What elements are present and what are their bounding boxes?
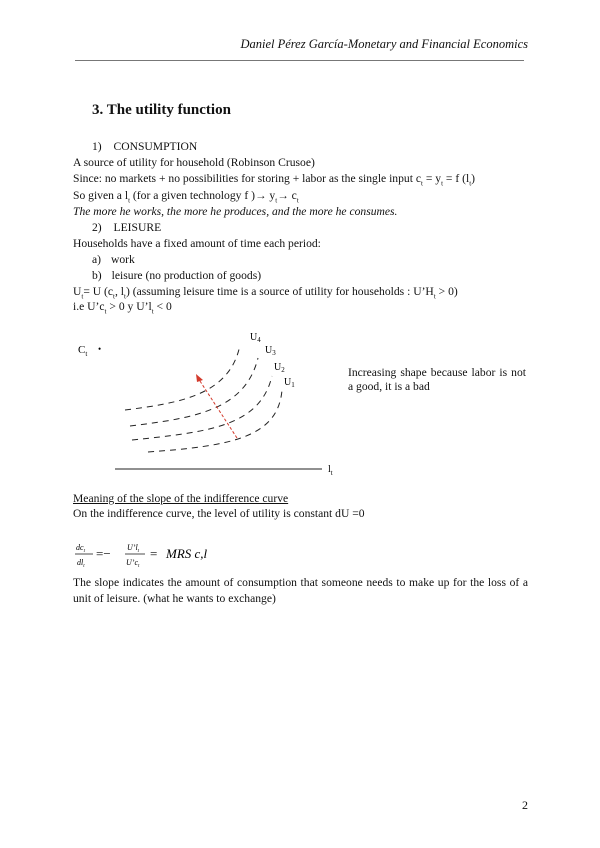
leisure-line-1: Households have a fixed amount of time each period: bbox=[73, 237, 321, 250]
consumption-item bbox=[92, 140, 197, 154]
list-number: 1) bbox=[92, 140, 102, 153]
header-rule bbox=[75, 60, 524, 61]
list-label: CONSUMPTION bbox=[113, 140, 198, 153]
utility-direction-arrow bbox=[198, 378, 237, 438]
section-heading: 3. The utility function bbox=[92, 102, 231, 118]
mrs-label: MRS c,l bbox=[166, 546, 208, 561]
arrowhead-icon bbox=[196, 374, 203, 382]
consumption-line-3: So given a $l_t$ (for a given technology f )→ $y_t\to c_t$ bbox=[73, 189, 299, 205]
leisure-item bbox=[92, 221, 161, 235]
side-note: Increasing shape because labor is not a good, it is a bad bbox=[348, 366, 526, 393]
slope-title: Meaning of the slope of the indifference curve bbox=[73, 492, 289, 505]
slope-line-1: On the indifference curve, the level of utility is constant dU =0 bbox=[73, 507, 365, 520]
leisure-line-2: $U_t= U$ ($c_t$, $l_t$) (assuming leisure time is a source of utility for households : $U’H_t > 0$) bbox=[73, 285, 458, 301]
curve-label-u3: $U_3$ bbox=[265, 345, 276, 357]
consumption-line-4: The more he works, the more he produces, and the more he consumes. bbox=[73, 205, 398, 218]
page-number: 2 bbox=[522, 798, 528, 812]
curve-label-u1: $U_1$ bbox=[284, 377, 295, 389]
running-header: Daniel Pérez García-Monetary and Financial Economics bbox=[240, 37, 528, 51]
curve-u4 bbox=[125, 345, 240, 410]
curve-label-u4: $U_4$ bbox=[250, 332, 261, 344]
curve-label-u2: $U_2$ bbox=[274, 362, 285, 374]
mrs-equation bbox=[73, 539, 273, 575]
frac2-num: $U’l_t$ bbox=[127, 543, 140, 554]
equals: = bbox=[150, 546, 158, 561]
leisure-item-a: a) work bbox=[92, 253, 135, 266]
consumption-line-2: Since: no markets + no possibilities for storing + labor as the single input $c_t = y_t = f$ $(l_t)$ bbox=[73, 172, 476, 188]
equals-minus: =− bbox=[96, 546, 111, 561]
leisure-line-3: i.e $U’c_t > 0$ y $U’l_t < 0$ bbox=[73, 300, 172, 316]
frac1-den: $dl_t$ bbox=[77, 558, 85, 569]
x-axis-label: $l_t$ bbox=[328, 464, 333, 477]
frac2-den: $U’c_t$ bbox=[126, 558, 140, 569]
y-axis-label: $C_t$ bbox=[78, 344, 88, 358]
curve-u3 bbox=[130, 358, 258, 426]
list-number: 2) bbox=[92, 221, 102, 234]
curve-u2 bbox=[132, 376, 272, 440]
y-axis-asterisk: • bbox=[98, 344, 102, 354]
consumption-line-1: A source of utility for household (Robinson Crusoe) bbox=[73, 156, 315, 169]
slope-paragraph: The slope indicates the amount of consumption that someone needs to make up for the loss of a unit of leisure. (what he wants to exchange) bbox=[73, 576, 528, 605]
leisure-item-b: b) leisure (no production of goods) bbox=[92, 269, 262, 282]
list-label: LEISURE bbox=[113, 221, 162, 234]
frac1-num: $dc_t$ bbox=[76, 543, 85, 554]
indifference-curve-diagram bbox=[70, 320, 345, 485]
